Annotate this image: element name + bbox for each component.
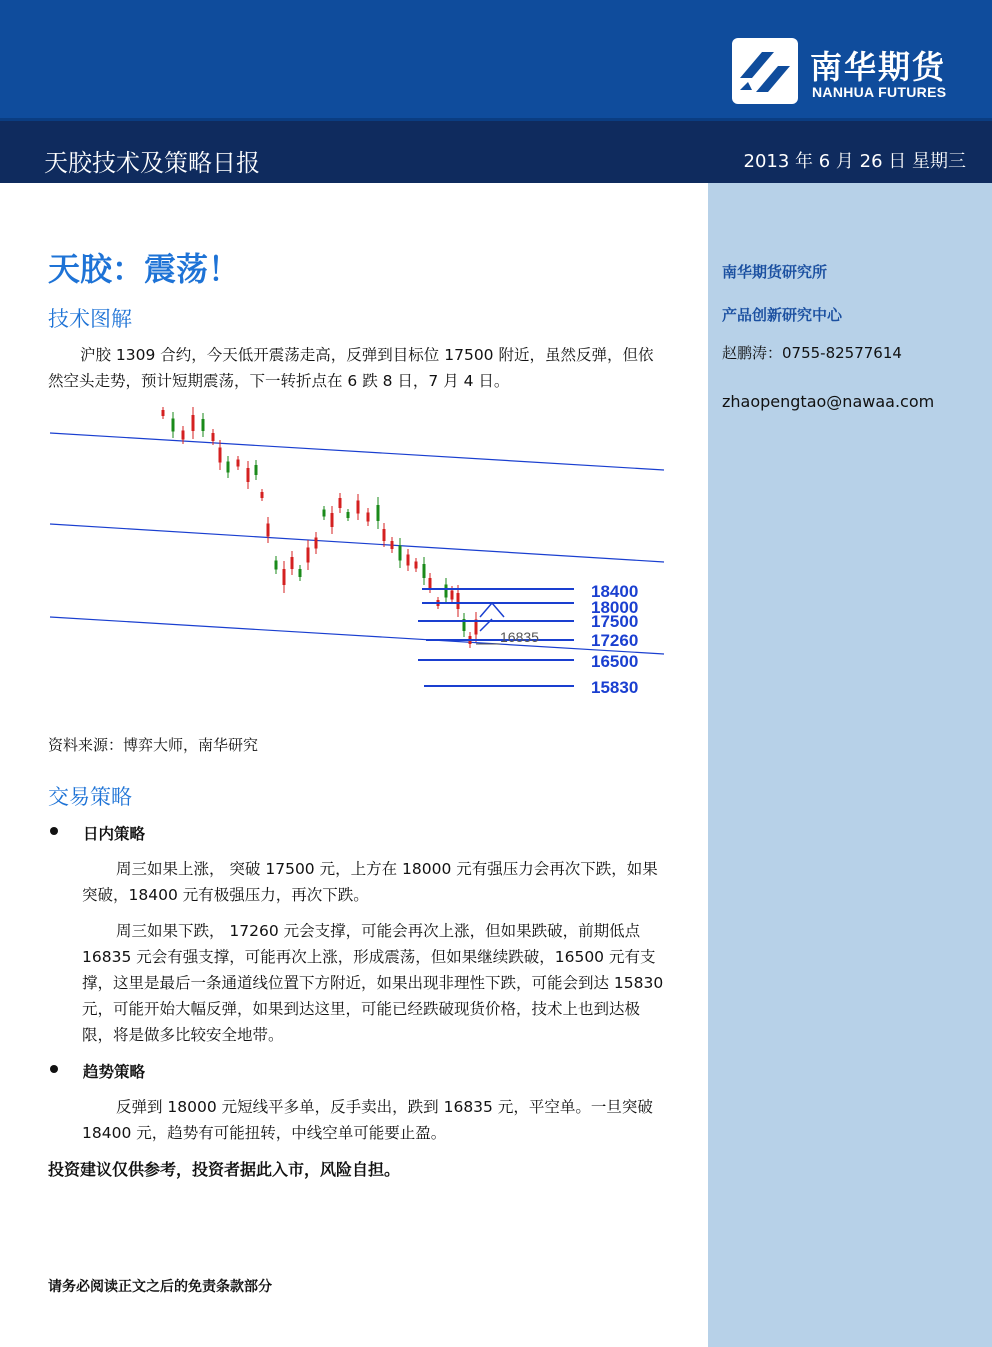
intraday-paragraph-2: 周三如果下跌， 17260 元会支撑，可能会再次上涨，但如果跌破，前期低点 16835 元会有强支撑，可能再次上涨，形成震荡，但如果继续跌破，16500 元有支撑，这里是最后一条通道线位置下方附近，如果出现非理性下跌，可能会到达 15830 元，可能开始大幅反弹，如果到达这里，可能已经跌破现货价格，技术上也到达极限，将是做多比较安全地带。 <box>82 922 664 1044</box>
technical-paragraph: 沪胶 1309 合约，今天低开震荡走高，反弹到目标位 17500 附近，虽然反弹，但依然空头走势，预计短期震荡，下一转折点在 6 跌 8 日，7 月 4 日。 <box>48 346 654 390</box>
candle-body <box>255 465 258 475</box>
candle-body <box>383 529 386 541</box>
intraday-label: 日内策略 <box>83 825 146 843</box>
candle-body <box>202 419 205 431</box>
candle-body <box>347 512 350 518</box>
sidebar-contact-email[interactable]: zhaopengtao@nawaa.com <box>722 392 935 411</box>
bullet-trend <box>50 1065 58 1073</box>
candle-body <box>291 557 294 569</box>
sidebar-center: 产品创新研究中心 <box>722 306 843 324</box>
trend-label: 趋势策略 <box>83 1063 146 1081</box>
brand-mark-icon <box>732 38 798 104</box>
sidebar-contact-phone: 赵鹏涛：0755-82577614 <box>722 344 902 362</box>
candle-body <box>275 561 278 570</box>
channel-line-upper <box>50 433 664 470</box>
bullet-intraday <box>50 827 58 835</box>
candle-body <box>261 492 264 498</box>
candle-body <box>377 505 380 521</box>
candle-body <box>219 448 222 463</box>
title-bar <box>0 121 992 183</box>
level-label-18000: 18000 <box>591 598 639 617</box>
candle-body <box>399 546 402 561</box>
candle-body <box>299 569 302 577</box>
channel-line-middle <box>50 524 664 562</box>
investment-advice: 投资建议仅供参考，投资者据此入市，风险自担。 <box>48 1160 401 1179</box>
level-label-17500: 17500 <box>591 612 639 631</box>
candle-body <box>212 433 215 441</box>
headline: 天胶：震荡！ <box>48 250 241 288</box>
candle-body <box>192 415 195 431</box>
level-label-15830: 15830 <box>591 678 639 697</box>
report-title: 天胶技术及策略日报 <box>44 149 260 177</box>
sidebar <box>708 183 992 1347</box>
section-strategy-title: 交易策略 <box>48 785 132 809</box>
candle-body <box>357 501 360 514</box>
candle-body <box>331 513 334 527</box>
brand-name-cn: 南华期货 <box>810 48 947 86</box>
candle-body <box>407 555 410 566</box>
candle-body <box>339 498 342 508</box>
candle-body <box>445 585 448 598</box>
sidebar-institute: 南华期货研究所 <box>722 263 828 281</box>
candle-body <box>283 569 286 585</box>
level-label-16500: 16500 <box>591 652 639 671</box>
price-chart <box>48 395 668 705</box>
candle-body <box>391 541 394 549</box>
low-annotation-label: 16835 <box>500 629 539 645</box>
candle-body <box>227 462 230 473</box>
candle-body <box>423 564 426 578</box>
candle-body <box>315 538 318 549</box>
report-date: 2013 年 6 月 26 日 星期三 <box>743 151 966 172</box>
candle-body <box>162 410 165 416</box>
candle-body <box>367 513 370 522</box>
channel-line-lower <box>50 617 664 654</box>
disclaimer-note: 请务必阅读正文之后的免责条款部分 <box>48 1279 272 1295</box>
price-chart-svg <box>48 395 668 705</box>
candle-body <box>247 468 250 482</box>
candle-body <box>429 578 432 588</box>
candle-body <box>457 593 460 609</box>
candle-body <box>237 460 240 467</box>
candle-body <box>451 591 454 600</box>
brand-name-en: NANHUA FUTURES <box>812 84 947 100</box>
projection-arrow <box>480 603 504 617</box>
trend-paragraph: 反弹到 18000 元短线平多单，反手卖出，跌到 16835 元，平空单。一旦突破 18400 元，趋势有可能扭转，中线空单可能要止盈。 <box>82 1098 653 1142</box>
header-band <box>0 0 992 121</box>
chart-source: 资料来源：博弈大师，南华研究 <box>48 736 259 754</box>
candle-body <box>182 431 185 440</box>
candle-body <box>267 524 270 537</box>
candle-body <box>307 548 310 563</box>
candle-body <box>323 510 326 517</box>
intraday-paragraph-1: 周三如果上涨， 突破 17500 元，上方在 18000 元有强压力会再次下跌，如果突破，18400 元有极强压力，再次下跌。 <box>82 860 658 904</box>
candle-body <box>172 419 175 432</box>
section-technical-title: 技术图解 <box>48 307 132 331</box>
brand-logo <box>732 38 982 104</box>
level-label-17260: 17260 <box>591 631 639 650</box>
level-label-18400: 18400 <box>591 582 639 601</box>
candle-body <box>415 562 418 569</box>
